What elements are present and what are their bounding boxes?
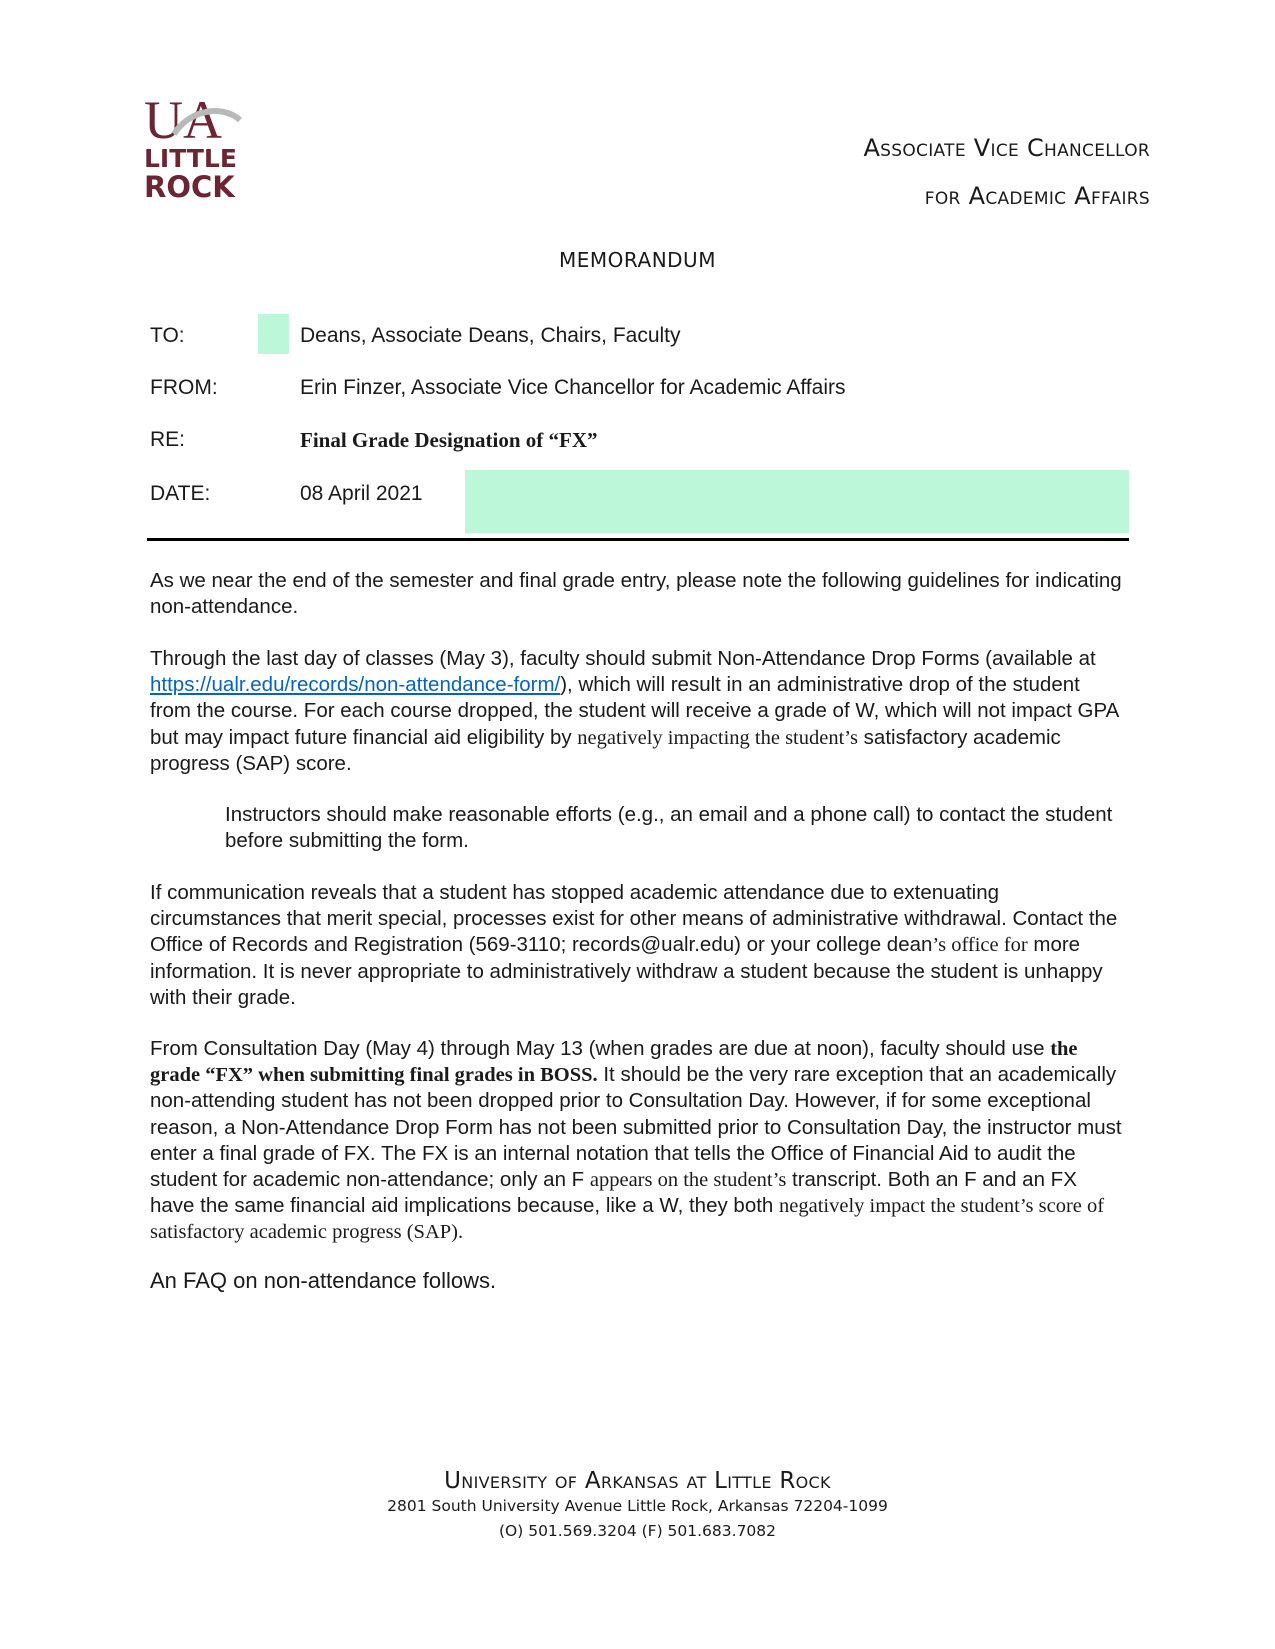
- p5-serif-text-2: negatively impact the student’s score of satisfactory academic progress (SAP).: [150, 1195, 1105, 1244]
- p5-text-b: It should be the very rare exception that an academically non-attending student has not been dropped prior to Consultation Day. However, if for some exceptional reason, a Non-Attendance Drop Form has not been submitted prior to Consultation Day, the instructor must enter a final grade of FX. The FX is an internal notation that tells the Office of Financial Aid to audit the student for academic non-attendance; only an F: [150, 1063, 1122, 1192]
- footer: [0, 1468, 1275, 1544]
- p2-text-b: ), which will result in an administrative drop of the student from the course. For each course dropped, the student will receive a grade of W, which will not impact GPA but may impact future financial aid eligibility by: [150, 673, 1119, 749]
- to-value: Deans, Associate Deans, Chairs, Faculty: [300, 324, 681, 347]
- logo-ua-text: UA: [144, 90, 222, 150]
- p5-text-a: From Consultation Day (May 4) through May 13 (when grades are due at noon), faculty should use: [150, 1037, 1051, 1060]
- highlight-mark: [258, 314, 289, 354]
- re-label: RE:: [150, 428, 186, 451]
- paragraph-faq: An FAQ on non-attendance follows.: [150, 1268, 497, 1293]
- paragraph-drop-forms: [150, 646, 1125, 777]
- paragraph-instructors: Instructors should make reasonable efforts (e.g., an email and a phone call) to contact the student before submitting the form.: [225, 803, 1113, 853]
- p2-text-c: satisfactory academic progress (SAP) score.: [150, 725, 1061, 775]
- to-label: TO:: [150, 324, 185, 347]
- date-value: 08 April 2021: [300, 482, 423, 505]
- p4-text-a: If communication reveals that a student has stopped academic attendance due to extenuating circumstances that merit special, processes exist for other means of administrative withdrawal. Contact the Office of Records and Registration (569-3110; records@ualr.edu) or your college dean: [150, 881, 1118, 957]
- logo-little-text: LITTLE: [144, 144, 237, 173]
- date-label: DATE:: [150, 482, 211, 505]
- p5-bold-text: the grade “FX” when submitting final grades in BOSS.: [150, 1038, 1078, 1087]
- from-value: Erin Finzer, Associate Vice Chancellor for Academic Affairs: [300, 376, 846, 399]
- footer-university: [0, 1468, 1275, 1494]
- paragraph-intro: As we near the end of the semester and final grade entry, please note the following guidelines for indicating non-attendance.: [150, 569, 1122, 619]
- p2-text-a: Through the last day of classes (May 3), faculty should submit Non-Attendance Drop Forms (available at: [150, 647, 1096, 670]
- p5-text-c: transcript. Both an F and an FX have the same financial aid implications because, like a W, they both: [150, 1168, 1077, 1218]
- ualr-logo: [144, 90, 244, 202]
- ualr-logo-mark: [144, 90, 244, 202]
- memo-title: MEMORANDUM: [559, 248, 716, 272]
- p5-serif-text-1: appears on the student’s: [589, 1169, 787, 1192]
- paragraph-communication: [150, 880, 1125, 1011]
- office-line-2: for Academic Affairs: [924, 182, 1150, 210]
- office-heading: [863, 124, 1150, 220]
- footer-phone: (O) 501.569.3204 (F) 501.683.7082: [498, 1522, 777, 1540]
- from-label: FROM:: [150, 376, 218, 399]
- paragraph-consultation: [150, 1036, 1125, 1246]
- highlight-mark-date: [465, 470, 1129, 533]
- header-divider: [147, 538, 1129, 541]
- footer-university-text: University of Arkansas at Little Rock: [444, 1468, 831, 1494]
- non-attendance-form-link[interactable]: https://ualr.edu/records/non-attendance-form/: [150, 673, 561, 697]
- p2-serif-text: negatively impacting the student’s: [577, 726, 858, 749]
- office-line-1: Associate Vice Chancellor: [863, 134, 1150, 162]
- p4-serif-text: ’s office for: [932, 934, 1028, 957]
- p4-text-b: more information. It is never appropriate to administratively withdraw a student because the student is unhappy with their grade.: [150, 933, 1103, 1009]
- footer-address: 2801 South University Avenue Little Rock, Arkansas 72204-1099: [387, 1497, 888, 1515]
- re-value: Final Grade Designation of “FX”: [300, 428, 598, 452]
- logo-rock-text: ROCK: [144, 170, 235, 202]
